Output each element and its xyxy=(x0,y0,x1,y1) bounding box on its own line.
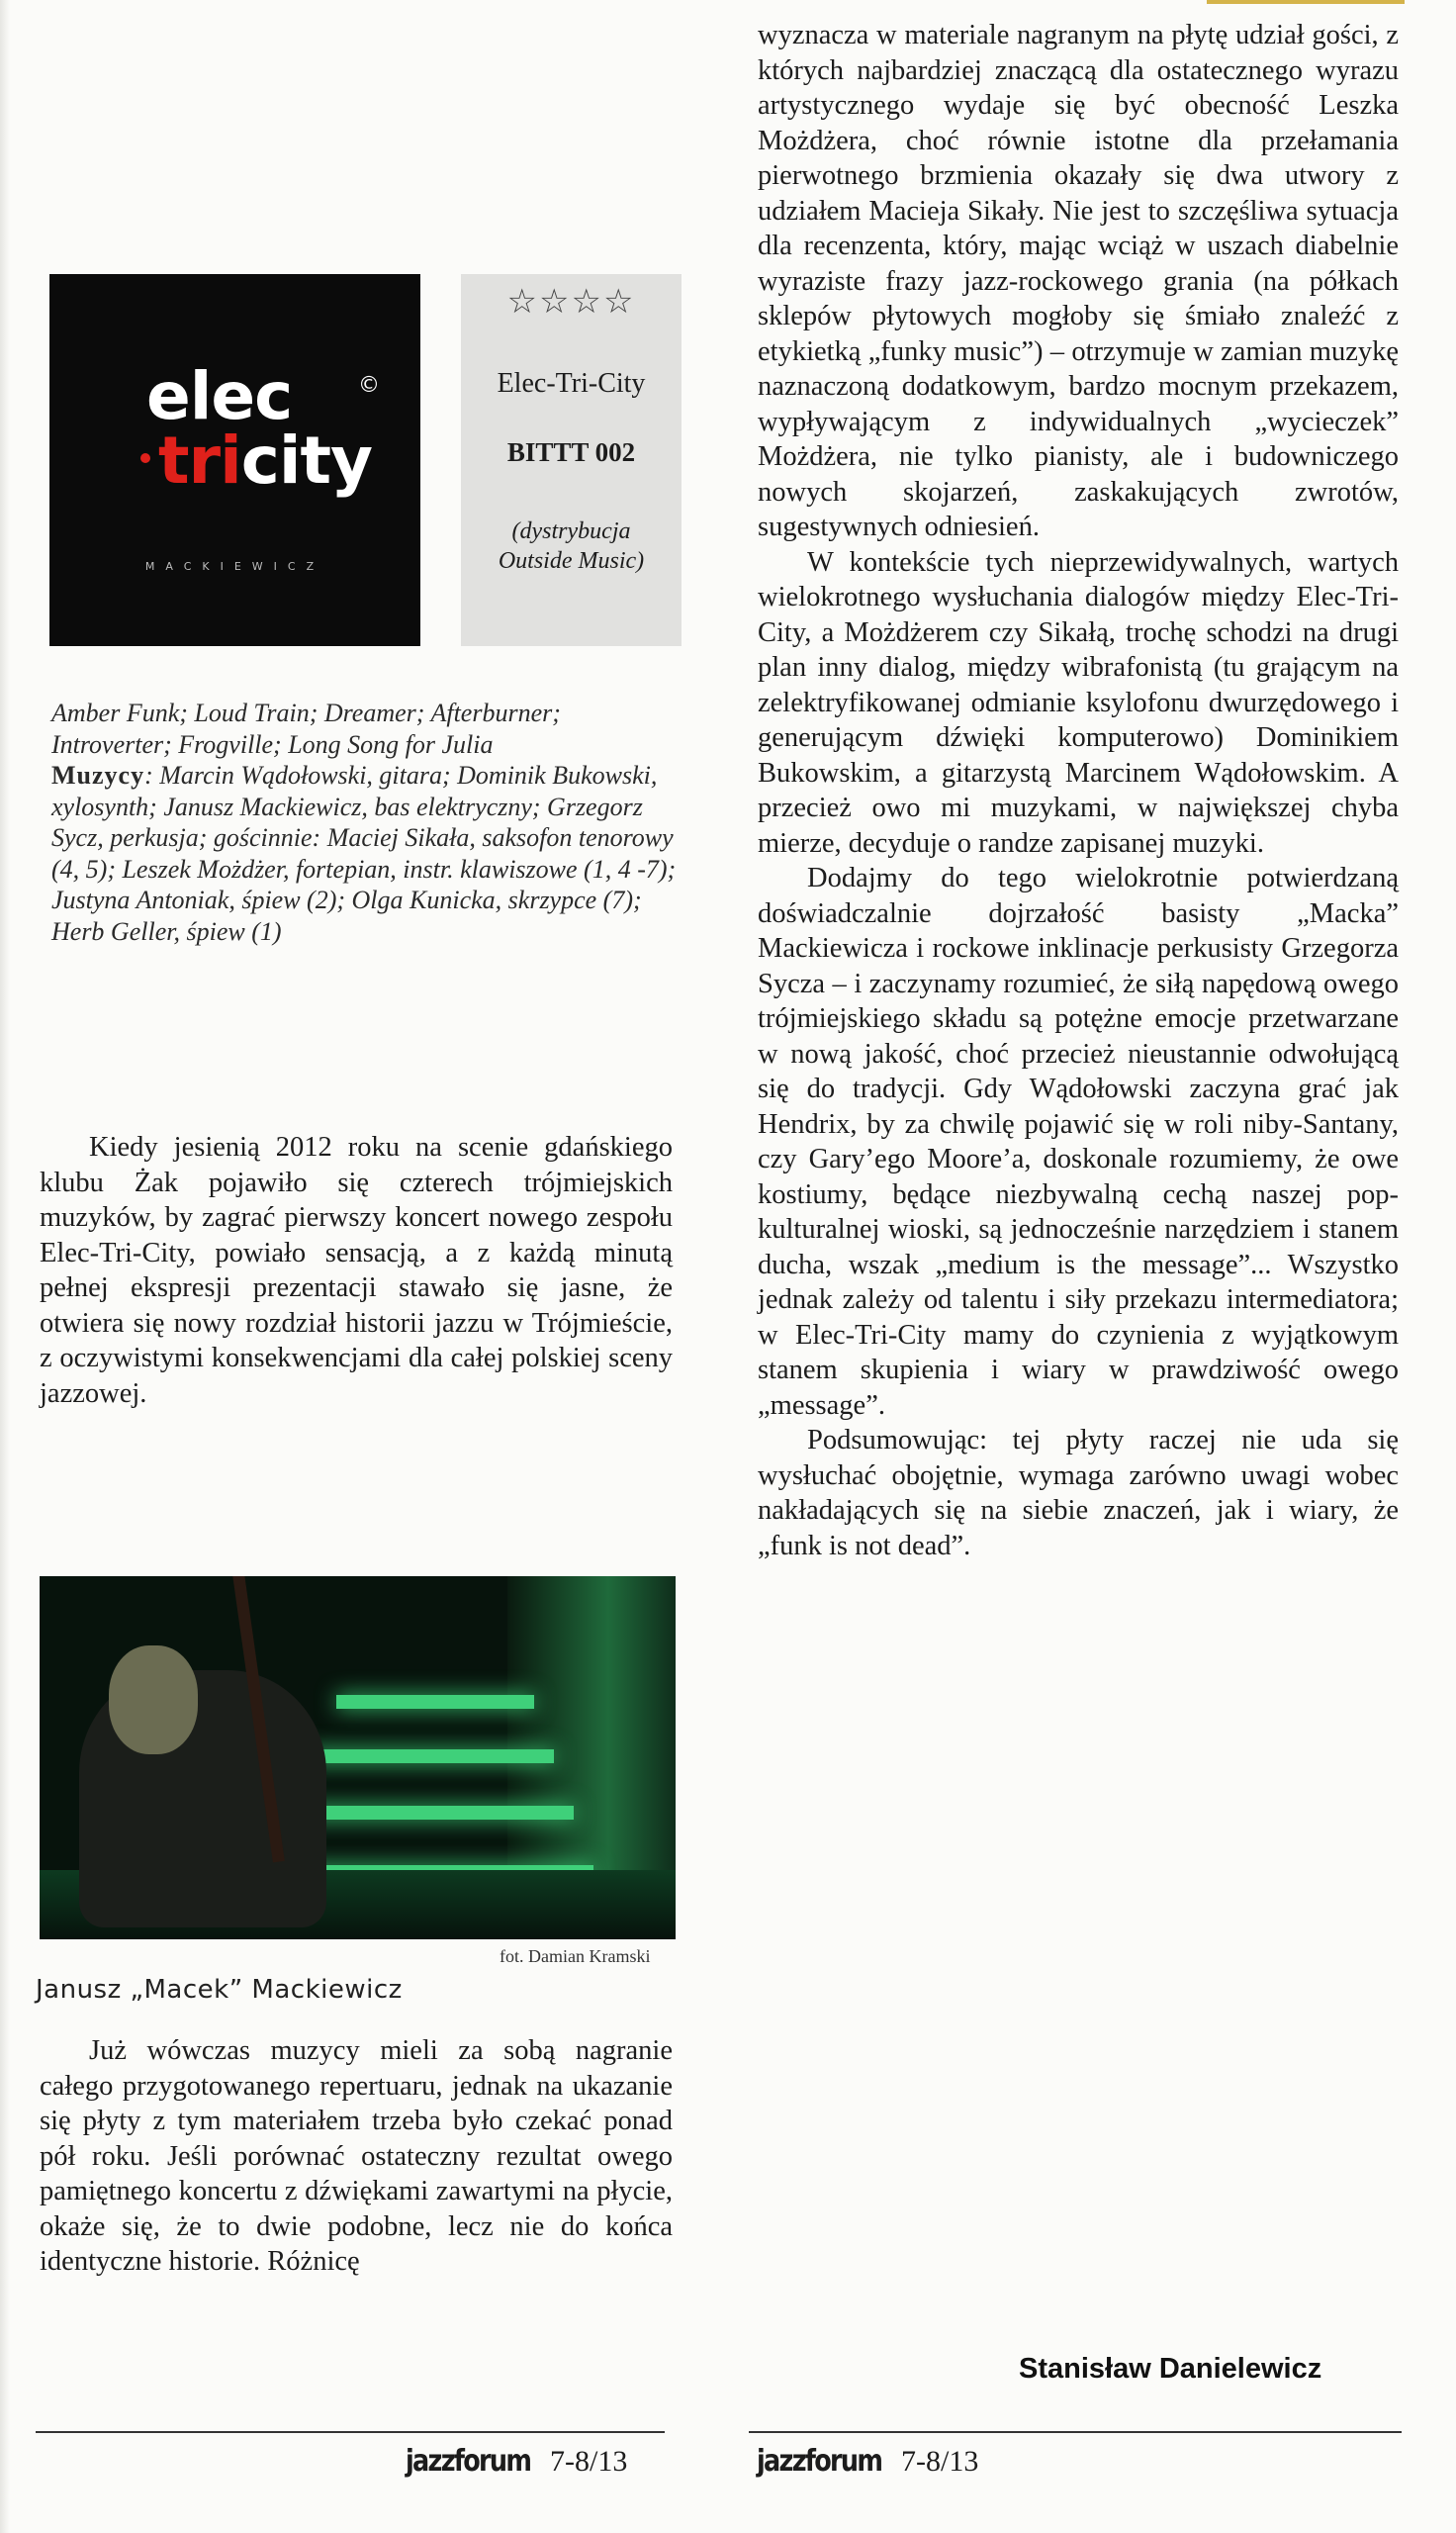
article-paragraph: Dodajmy do tego wielokrotnie potwierdzaną doświadczalnie dojrzałość basisty „Macka” Mackiewicza i rockowe inklinacje perkusisty Grzegorza Sycza – i zaczynamy rozumieć, że siłą napędową owego trójmiejskiego składu są potężne emocje przetwarzane w nową jakość, choć przecież nieustannie odwołującą się do tradycji. Gdy Wądołowski zaczyna grać jak Hendrix, by za chwilę pojawić się w roli niby-Santany, czy Gary’ego Moore’a, doskonale rozumiemy, że owe kostiumy, będące niezbywalną cechą naszej pop-kulturalnej wioski, są jednocześnie narzędziem i stanem ducha, wszak „medium is the message”... Wszystko jednak zależy od talentu i siły przekazu intermediatora; w Elec-Tri-City mamy do czynienia z wyjątkowym stanem skupienia i wiary w prawdziwość owego „message”. xyxy=(758,863,1399,1421)
lit-stair xyxy=(307,1749,554,1763)
tracklist: Amber Funk; Loud Train; Dreamer; Afterburner; Introverter; Frogville; Long Song for Julia xyxy=(51,699,561,759)
left-paragraph-1 xyxy=(40,1130,673,1411)
footer-rule-left xyxy=(36,2431,665,2433)
page-edge xyxy=(0,0,10,2533)
album-title: Elec-Tri-City xyxy=(497,368,646,399)
musicians-label: Muzycy xyxy=(51,761,145,790)
cover-artist-name: MACKIEWICZ xyxy=(144,560,325,573)
rating-stars: ☆☆☆☆ xyxy=(506,284,636,321)
catalog-number: BITTT 002 xyxy=(506,437,636,467)
author-signature: Stanisław Danielewicz xyxy=(1019,2353,1322,2385)
article-paragraph: W kontekście tych nieprzewidywalnych, wartych wielokrotnego wysłuchania dialogów między Elec-Tri-City, a Możdżerem czy Sikałą, trochę schodzi na drugi plan inny dialog, między wibrafonistą (tu grającym na zelektryfikowanej odmianie ksylofonu dwurzędowego i generującym dźwięki komputerowo) Dominikiem Bukowskim, a gitarzystą Marcinem Wądołowskim. A przecież owo mi muzykami, w największej chyba mierze, decyduje o randze zapisanej muzyki. xyxy=(758,546,1399,859)
cover-red-dot xyxy=(140,453,150,463)
article-paragraph: Kiedy jesienią 2012 roku na scenie gdańskiego klubu Żak pojawiło się czterech trójmiejskich muzyków, by zagrać pierwszy koncert nowego zespołu Elec-Tri-City, powiało sensacją, a z każdą minutą pełnej ekspresji prezentacji stawało się jasne, że otwiera się nowy rozdział historii jazzu w Trójmieście, z oczywistymi konsekwencjami dla całej polskiej sceny jazzowej. xyxy=(40,1132,673,1409)
photo-credit: fot. Damian Kramski xyxy=(500,1946,651,1966)
article-paragraph: Podsumowując: tej płyty raczej nie uda się wysłuchać obojętnie, wymaga zarówno uwagi wobec nakładających się na siebie znaczeń, jak i wiary, że „funk is not dead”. xyxy=(758,1425,1399,1561)
article-paragraph: Już wówczas muzycy mieli za sobą nagranie całego przygotowanego repertuaru, jednak na ukazanie się płyty z tym materiałem trzeba było czekać ponad pół roku. Jeśli porównać ostateczny rezultat owego pamiętnego koncertu z dźwiękami zawartymi na płycie, okaże się, że to dwie podobne, lecz nie do końca identyczne historie. Różnicę xyxy=(40,2035,673,2277)
footer-issue: 7-8/13 xyxy=(550,2445,628,2478)
footer-brand-logo: jazzforum xyxy=(406,2444,531,2479)
tracklist-and-credits xyxy=(51,698,684,947)
cover-logo-line1: elec xyxy=(146,358,293,434)
album-cover xyxy=(49,274,420,646)
photo-caption: Janusz „Macek” Mackiewicz xyxy=(36,1975,403,2005)
footer-issue: 7-8/13 xyxy=(901,2445,979,2478)
cover-copyright-mark: © xyxy=(358,373,380,398)
footer-right xyxy=(757,2444,978,2479)
cover-logo-line2: tricity xyxy=(158,422,373,499)
right-column-text xyxy=(758,18,1399,1563)
article-paragraph: wyznacza w materiale nagranym na płytę udział gości, z których najbardziej znaczącą dla ostatecznego wyrazu artystycznego wydaje się być obecność Leszka Możdżera, choć równie istotne dla przełamania pierwotnego brzmienia okazały się dwa utwory z udziałem Macieja Sikały. Nie jest to szczęśliwa sytuacja dla recenzenta, który, mając wciąż w uszach diabelnie wyraziste frazy jazz-rockowego grania (na półkach sklepów płytowych mogłoby się śmiało znaleźć z etykietką „funky music”) – otrzymuje w zamian muzykę naznaczoną dodatkowym, bardzo mocnym przekazem, wypływającym z indywidualnych „wycieczek” Możdżera, nie tylko pianisty, ale i budowniczego nowych skojarzeń, zaskakujących zwrotów, sugestywnych odniesień. xyxy=(758,20,1399,542)
album-info-box xyxy=(461,274,682,646)
footer-left xyxy=(406,2444,627,2479)
lit-stair xyxy=(336,1695,534,1709)
left-paragraph-2 xyxy=(40,2033,673,2280)
musician-photo xyxy=(40,1576,676,1939)
distribution-note: (dystrybucja Outside Music) xyxy=(498,518,645,574)
musician-head xyxy=(109,1645,198,1754)
footer-brand-logo: jazzforum xyxy=(757,2444,882,2479)
footer-rule-right xyxy=(749,2431,1402,2433)
musicians-list: : Marcin Wądołowski, gitara; Dominik Bukowski, xylosynth; Janusz Mackiewicz, bas elektryczny; Grzegorz Sycz, perkusja; gościnnie: Maciej Sikała, saksofon tenorowy (4, 5); Leszek Możdżer, fortepian, instr. klawiszowe (1, 4 -7); Justyna Antoniak, śpiew (2); Olga Kunicka, skrzypce (7); Herb Geller, śpiew (1) xyxy=(51,761,677,946)
top-accent-bar xyxy=(1207,0,1405,4)
